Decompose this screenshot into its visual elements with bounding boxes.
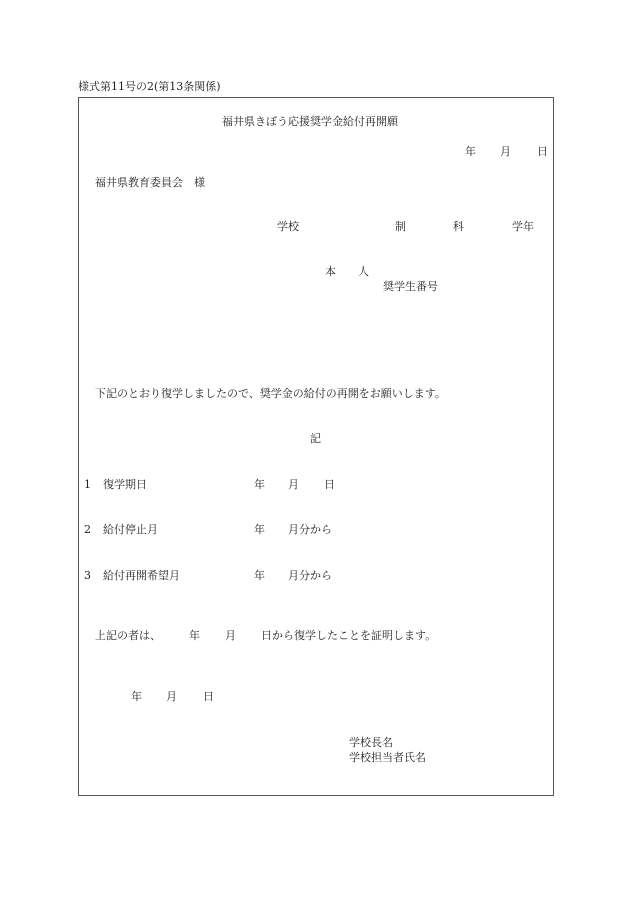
- date-day: 日: [537, 145, 548, 158]
- cert-date-day: 日: [203, 690, 214, 703]
- date-year: 年: [465, 145, 476, 158]
- item-year: 年: [254, 569, 265, 582]
- staff-name-label: 学校担当者氏名: [349, 751, 426, 764]
- item-label: 給付再開希望月: [103, 569, 180, 582]
- note-heading: 記: [310, 432, 321, 445]
- applicant-label: 本 人: [325, 265, 369, 278]
- principal-name-label: 学校長名: [349, 736, 393, 749]
- item-day: 日: [324, 478, 335, 491]
- cert-prefix: 上記の者は、: [95, 629, 161, 642]
- item-number: 1: [84, 478, 91, 491]
- scholar-number-label: 奨学生番号: [383, 280, 438, 293]
- item-month: 月分から: [288, 569, 332, 582]
- form-title: 福井県きぼう応援奨学金給付再開願: [222, 115, 398, 128]
- item-label: 復学期日: [103, 478, 147, 491]
- item-year: 年: [254, 523, 265, 536]
- department-label: 科: [453, 220, 464, 233]
- cert-date-month: 月: [166, 690, 177, 703]
- application-form: [78, 97, 554, 796]
- form-number: 様式第11号の2(第13条関係): [78, 80, 221, 93]
- cert-suffix: 日から復学したことを証明します。: [261, 629, 437, 642]
- addressee: 福井県教育委員会 様: [95, 176, 205, 189]
- request-text: 下記のとおり復学しましたので、奨学金の給付の再開をお願いします。: [95, 387, 446, 400]
- item-month: 月分から: [288, 523, 332, 536]
- item-number: 2: [84, 523, 91, 536]
- date-month: 月: [500, 145, 511, 158]
- item-number: 3: [84, 569, 91, 582]
- school-label: 学校: [277, 220, 299, 233]
- system-label: 制: [395, 220, 406, 233]
- grade-label: 学年: [512, 220, 534, 233]
- cert-date-year: 年: [131, 690, 142, 703]
- cert-month: 月: [225, 629, 236, 642]
- item-year: 年: [254, 478, 265, 491]
- item-month: 月: [288, 478, 299, 491]
- cert-year: 年: [189, 629, 200, 642]
- item-label: 給付停止月: [103, 523, 158, 536]
